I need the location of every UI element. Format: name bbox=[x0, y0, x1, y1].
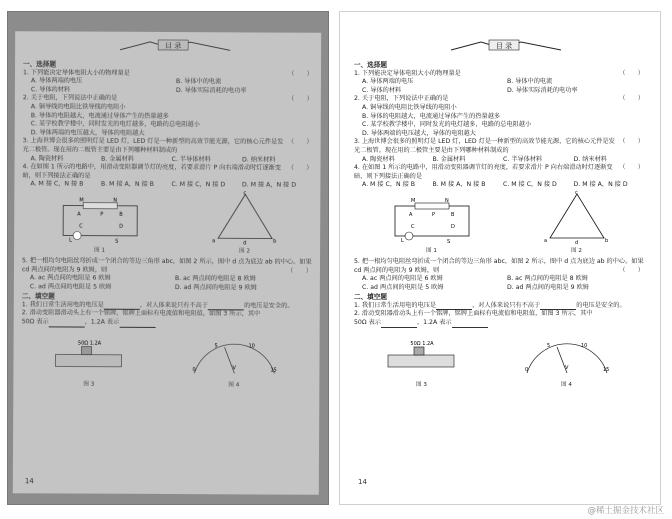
svg-text:a: a bbox=[543, 237, 547, 244]
svg-text:A: A bbox=[408, 211, 412, 218]
svg-text:S: S bbox=[114, 238, 118, 244]
page-number: 14 bbox=[24, 477, 34, 486]
figures-3-4 bbox=[21, 329, 311, 391]
scan-content bbox=[354, 60, 644, 390]
svg-text:c: c bbox=[242, 190, 246, 197]
svg-text:L: L bbox=[68, 237, 72, 244]
fill-2-cont: 50Ω 表示 ，1.2A 表示 bbox=[354, 319, 644, 328]
svg-text:P: P bbox=[431, 211, 435, 218]
figure-4: 0 5 10 15 V 图 4 bbox=[524, 343, 609, 389]
svg-text:50Ω 1.2A: 50Ω 1.2A bbox=[409, 341, 434, 348]
photo-page bbox=[8, 12, 328, 504]
section-choice: 一、选择题 bbox=[23, 60, 57, 69]
svg-text:50Ω 1.2A: 50Ω 1.2A bbox=[77, 341, 101, 348]
svg-text:B: B bbox=[450, 211, 454, 218]
figure-4: 0 5 10 15 V 图 4 bbox=[191, 343, 277, 389]
fill-2: 2. 滑动变阻器滑动头上有一个铭牌，铭牌上面标有电流值和电阻值，如图 3 所示，其中 bbox=[21, 309, 261, 318]
figure-3: 50Ω 1.2A 图 3 bbox=[382, 337, 462, 389]
question-1-options: A. 导体两端的电压 B. 导体中的电流 C. 导体的材料 D. 导体实际消耗的电功率 bbox=[362, 78, 578, 94]
question-1-options: A. 导体两端的电压 B. 导体中的电流 C. 导体的材料 D. 导体实际消耗的电功率 bbox=[30, 77, 247, 95]
question-5-options: A. ac 两点间的电阻是 6 欧姆 B. ac 两点间的电阻是 8 欧姆 C. ad 两点间的电阻是 5 欧姆 D. ad 两点间的电阻是 9 欧姆 bbox=[362, 275, 589, 291]
question-3: （ ） 3. 上海世博会很多的照明灯是 LED 灯，LED 灯是一种新型的高效节能光源，它的核心元件是发光二极管。现在用的二极管主要是由下列哪种材料制成的 bbox=[354, 138, 644, 154]
fill-2: 2. 滑动变阻器滑动头上有一个铭牌，铭牌上面标有电流值和电阻值，如图 3 所示，其中 bbox=[354, 310, 593, 318]
svg-text:V: V bbox=[231, 365, 236, 372]
figure-3: 50Ω 1.2A 图 3 bbox=[49, 337, 129, 390]
svg-text:S: S bbox=[446, 238, 450, 244]
figures-1-2 bbox=[354, 189, 644, 256]
svg-text:D: D bbox=[118, 223, 123, 230]
watermark: @稀土掘金技术社区 bbox=[587, 506, 664, 516]
svg-text:10: 10 bbox=[248, 343, 255, 350]
header-decoration bbox=[110, 36, 240, 55]
section-choice: 一、选择题 bbox=[354, 61, 387, 69]
svg-text:0: 0 bbox=[524, 367, 528, 374]
svg-text:15: 15 bbox=[269, 368, 277, 375]
photo-content bbox=[21, 59, 313, 390]
svg-text:5: 5 bbox=[546, 343, 550, 350]
question-4: （ ） 4. 在如图 1 所示的电路中，用滑动变阻器调节灯的亮度，若要求滑片 P 向右端滑动时灯逐渐变暗，则下列接法正确的是 bbox=[22, 163, 313, 180]
question-1: （ ） 1. 下列能决定导体电阻大小的物理量是 bbox=[354, 69, 644, 77]
question-5: 5. 把一根均匀电阻丝弯折成一个闭合的等边三角形 abc，如图 2 所示，图中 d 点为底边 ab 的中心。如果 cd 两点间的电阻为 9 欧姆，则 （ ） bbox=[354, 257, 644, 274]
fill-1: 1. 我们日常生活用电的电压是 ，对人体来说只有不高于 的电压是安全的。 bbox=[354, 301, 626, 309]
question-4-options: A. M 接 C，N 接 B B. M 接 A，N 接 B C. M 接 C，N 接 D D. M 接 A，N 接 D bbox=[362, 181, 628, 189]
question-2-options: A. 铜导线的电阻比铁导线的电阻小 B. 导体的电阻越大，电流通过导体产生的热量越多 C. 某学校教学楼中，同时发光的电灯越多，电路的总电阻越小 D. 导体两端的电压越大，导体的电阻越大 bbox=[362, 103, 532, 137]
figure-1: M N A B C D P L S 图 1 bbox=[387, 194, 477, 256]
question-3-options: A. 陶瓷材料 B. 金属材料 C. 半导体材料 D. 纳米材料 bbox=[362, 155, 607, 163]
page-number: 14 bbox=[358, 478, 367, 486]
svg-text:b: b bbox=[272, 238, 276, 245]
scan-sheet bbox=[346, 32, 652, 494]
figure-2: c a b d 图 2 bbox=[211, 190, 276, 255]
question-2: （ ） 2. 关于电阻，下列说法中正确的是 bbox=[354, 95, 644, 103]
svg-text:b: b bbox=[604, 237, 608, 244]
photo-sheet bbox=[13, 31, 321, 495]
fill-1: 1. 我们日常生活用电的电压是 ，对人体来说只有不高于 的电压是安全的。 bbox=[21, 301, 294, 310]
scan-page bbox=[340, 12, 660, 504]
figures-1-2 bbox=[22, 191, 312, 257]
header-decoration bbox=[441, 36, 571, 54]
svg-text:C: C bbox=[410, 223, 414, 230]
svg-text:5: 5 bbox=[214, 343, 218, 350]
question-4: （ ） 4. 在如图 1 所示的电路中，用滑动变阻器调节灯的亮度，若要求滑片 P 向右端滑动时灯逐渐变暗，则下列接法正确的是 bbox=[354, 164, 644, 180]
svg-text:A: A bbox=[76, 211, 81, 218]
question-2: （ ） 2. 关于电阻，下列说法中正确的是 bbox=[22, 94, 313, 104]
svg-text:P: P bbox=[99, 211, 103, 218]
question-3-options: A. 陶瓷材料 B. 金属材料 C. 半导体材料 D. 纳米材料 bbox=[30, 154, 276, 164]
section-fill: 二、填空题 bbox=[21, 292, 55, 301]
question-3: （ ） 3. 上海世博会很多的照明灯是 LED 灯，LED 灯是一种新型的高效节能光源，它的核心元件是发光二极管。现在用的二极管主要是由下列哪种材料制成的 bbox=[22, 137, 313, 154]
fill-2-cont: 50Ω 表示 ，1.2A 表示 bbox=[22, 318, 312, 328]
svg-text:N: N bbox=[112, 197, 117, 204]
svg-text:a: a bbox=[211, 237, 215, 244]
svg-text:M: M bbox=[78, 197, 84, 204]
svg-text:d: d bbox=[242, 240, 246, 245]
svg-text:N: N bbox=[444, 197, 449, 204]
svg-text:c: c bbox=[574, 189, 578, 196]
svg-text:10: 10 bbox=[580, 343, 587, 350]
svg-text:目 录: 目 录 bbox=[495, 42, 513, 50]
question-5: 5. 把一根均匀电阻丝弯折成一个闭合的等边三角形 abc，如图 2 所示，图中 d 点为底边 ab 的中心。如果 cd 两点间的电阻为 9 欧姆，则 （ ） bbox=[21, 257, 312, 275]
svg-text:D: D bbox=[450, 223, 455, 230]
svg-text:d: d bbox=[574, 239, 578, 244]
question-2-options: A. 铜导线的电阻比铁导线的电阻小 B. 导体的电阻越大，电流通过导体产生的热量越多 C. 某学校教学楼中，同时发光的电灯越多，电路的总电阻越小 D. 导体两端的电压越大，导体的电阻越大 bbox=[30, 103, 200, 137]
svg-text:0: 0 bbox=[191, 367, 196, 374]
svg-text:C: C bbox=[78, 223, 83, 230]
question-1: （ ） 1. 下列能决定导体电阻大小的物理量是 bbox=[22, 68, 314, 78]
question-4-options: A. M 接 C，N 接 B B. M 接 A，N 接 B C. M 接 C，N 接 D D. M 接 A，N 接 D bbox=[30, 180, 297, 189]
figure-2: c a b d 图 2 bbox=[543, 189, 608, 255]
svg-text:M: M bbox=[410, 197, 415, 204]
svg-text:15: 15 bbox=[602, 367, 609, 374]
question-5-options: A. ac 两点间的电阻是 6 欧姆 B. ac 两点间的电阻是 8 欧姆 C. ad 两点间的电阻是 5 欧姆 D. ad 两点间的电阻是 9 欧姆 bbox=[29, 274, 257, 292]
section-fill: 二、填空题 bbox=[354, 293, 387, 302]
svg-text:B: B bbox=[118, 211, 123, 218]
svg-text:目 录: 目 录 bbox=[164, 41, 182, 51]
svg-text:V: V bbox=[564, 365, 568, 372]
svg-text:L: L bbox=[400, 237, 404, 244]
figures-3-4 bbox=[354, 330, 644, 390]
figure-1: M N A B C D P L S 图 1 bbox=[55, 193, 145, 256]
